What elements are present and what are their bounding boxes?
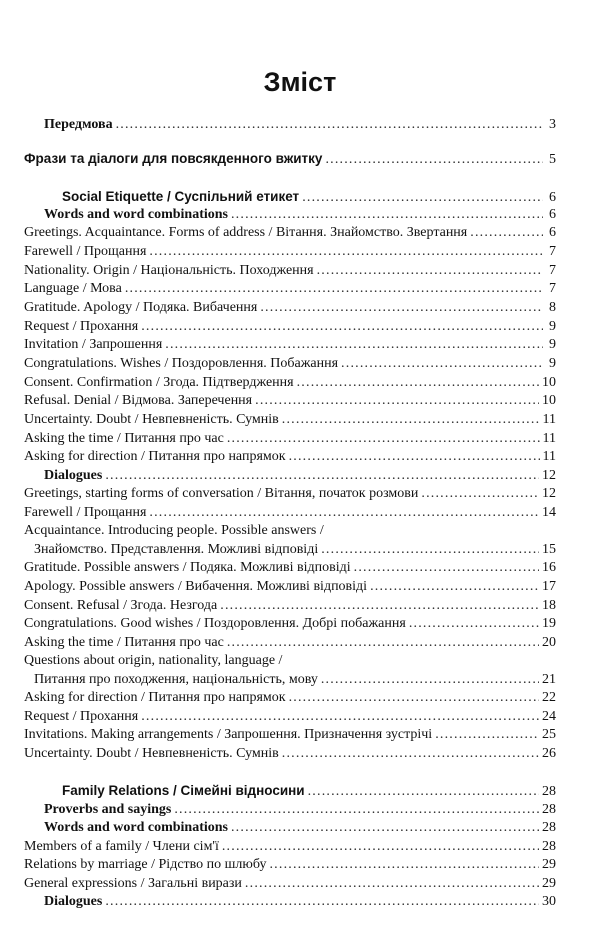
toc-entry-title: Language / Мова [24, 281, 122, 296]
toc-entry-page: 10 [542, 393, 556, 408]
toc-entry[interactable] [24, 224, 556, 241]
toc-entry-title: Передмова [44, 117, 113, 132]
toc-entry-title: Gratitude. Possible answers / Подяка. Можливі відповіді [24, 560, 351, 575]
dot-leader [321, 671, 539, 688]
toc-entry-page: 9 [549, 337, 556, 352]
dot-leader [289, 448, 540, 465]
toc-entry-page: 16 [542, 560, 556, 575]
toc-entry-page: 14 [542, 505, 556, 520]
dot-leader [282, 745, 539, 762]
toc-entry-page: 28 [542, 839, 556, 854]
toc-entry-title: Consent. Confirmation / Згода. Підтвердження [24, 375, 294, 390]
dot-leader [269, 856, 539, 873]
toc-entry[interactable] [24, 726, 556, 743]
toc-entry[interactable] [24, 559, 556, 576]
dot-leader [141, 318, 543, 335]
toc-entry-title: Asking for direction / Питання про напрямок [24, 690, 286, 705]
dot-leader [341, 355, 543, 372]
toc-entry[interactable] [44, 801, 556, 818]
toc-entry-title: Greetings, starting forms of conversation / Вітання, початок розмови [24, 486, 419, 501]
dot-leader [409, 615, 539, 632]
dot-leader [354, 559, 539, 576]
dot-leader [470, 224, 543, 241]
toc-entry-page: 7 [549, 281, 556, 296]
toc-entry[interactable] [24, 708, 556, 725]
toc-entry[interactable] [24, 578, 556, 595]
toc-entry-title: Gratitude. Apology / Подяка. Вибачення [24, 300, 258, 315]
toc-entry[interactable] [24, 448, 556, 465]
toc-entry-page: 12 [542, 486, 556, 501]
toc-entry[interactable] [24, 875, 556, 892]
toc-entry-title: Uncertainty. Doubt / Невпевненість. Сумнів [24, 746, 279, 761]
toc-entry-title: Request / Прохання [24, 709, 139, 724]
toc-entry[interactable] [24, 597, 556, 614]
toc-entry-title: Farewell / Прощання [24, 244, 147, 259]
toc-entry[interactable] [62, 782, 556, 800]
toc-entry-page: 15 [542, 542, 556, 557]
toc-entry-title: Dialogues [44, 468, 103, 483]
page-title: Зміст [263, 67, 337, 97]
toc-entry-title: Nationality. Origin / Національність. Походження [24, 263, 314, 278]
toc-entry-title: Request / Прохання [24, 319, 139, 334]
toc-entry[interactable] [24, 374, 556, 391]
dot-leader [325, 151, 543, 168]
toc-entry[interactable] [24, 150, 556, 168]
dot-leader [370, 578, 539, 595]
dot-leader [125, 280, 543, 297]
toc-entry-title: Family Relations / Сімейні відносини [62, 783, 305, 798]
dot-leader [227, 634, 539, 651]
toc-entry[interactable] [24, 504, 556, 521]
toc-entry-page: 11 [542, 431, 556, 446]
toc-entry[interactable] [24, 243, 556, 260]
toc-entry[interactable] [24, 318, 556, 335]
toc-entry[interactable] [44, 206, 556, 223]
dot-leader [231, 819, 539, 836]
dot-leader [174, 801, 539, 818]
toc-entry-title: Congratulations. Good wishes / Поздоровлення. Добрі побажання [24, 616, 406, 631]
toc-entry-page: 8 [549, 300, 556, 315]
toc-entry-page: 11 [542, 449, 556, 464]
toc-entry-page: 28 [542, 820, 556, 835]
toc-entry-page: 28 [542, 802, 556, 817]
toc-entry-title: Consent. Refusal / Згода. Незгода [24, 598, 218, 613]
toc-entry[interactable] [24, 856, 556, 873]
toc-entry-page: 18 [542, 598, 556, 613]
toc-entry[interactable] [24, 615, 556, 632]
toc-entry-title: Uncertainty. Doubt / Невпевненість. Сумнів [24, 412, 279, 427]
toc-entry[interactable] [44, 467, 556, 484]
toc-entry[interactable] [24, 336, 556, 353]
toc-entry-title: Questions about origin, nationality, language / [24, 653, 283, 668]
dot-leader [105, 467, 539, 484]
toc-entry-title: Greetings. Acquaintance. Forms of address / Вітання. Знайомство. Звертання [24, 225, 468, 240]
toc-entry-page: 22 [542, 690, 556, 705]
toc-entry-title: Invitation / Запрошення [24, 337, 163, 352]
dot-leader [308, 783, 539, 800]
toc-entry[interactable] [44, 893, 556, 910]
dot-leader [231, 206, 543, 223]
toc-entry-page: 7 [549, 263, 556, 278]
toc-entry-title: Congratulations. Wishes / Поздоровлення. Побажання [24, 356, 339, 371]
toc-entry-line[interactable] [24, 652, 556, 669]
toc-entry[interactable] [24, 262, 556, 279]
toc-entry-title: Words and word combinations [44, 820, 228, 835]
toc-entry-title: Words and word combinations [44, 207, 228, 222]
toc-entry[interactable] [24, 634, 556, 651]
toc-entry-page: 6 [549, 225, 556, 240]
dot-leader [116, 116, 543, 133]
toc-entry-page: 5 [549, 152, 556, 167]
toc-entry[interactable] [24, 689, 556, 706]
toc-entry-page: 29 [542, 857, 556, 872]
dot-leader [282, 411, 540, 428]
toc-entry[interactable] [24, 392, 556, 409]
toc-entry[interactable] [44, 116, 556, 133]
toc-entry-title: Фрази та діалоги для повсякденного вжитку [24, 151, 323, 166]
toc-entry-page: 3 [549, 117, 556, 132]
toc-entry-title: Знайомство. Представлення. Можливі відповіді [34, 542, 319, 557]
dot-leader [222, 838, 539, 855]
dot-leader [165, 336, 543, 353]
dot-leader [317, 262, 543, 279]
toc-entry[interactable] [44, 819, 556, 836]
toc-entry-page: 10 [542, 375, 556, 390]
toc-entry-page: 26 [542, 746, 556, 761]
dot-leader [149, 243, 543, 260]
toc-entry-page: 29 [542, 876, 556, 891]
toc-entry[interactable] [24, 355, 556, 372]
toc-entry-title: Relations by marriage / Рідство по шлюбу [24, 857, 267, 872]
toc-entry-page: 9 [549, 319, 556, 334]
dot-leader [302, 189, 543, 206]
toc-entry-title: Social Etiquette / Суспільний етикет [62, 189, 300, 204]
toc-entry-page: 12 [542, 468, 556, 483]
toc-entry-page: 30 [542, 894, 556, 909]
toc-entry-title: Proverbs and sayings [44, 802, 172, 817]
toc-entry-title: Asking for direction / Питання про напрямок [24, 449, 286, 464]
toc-entry-page: 17 [542, 579, 556, 594]
dot-leader [321, 541, 539, 558]
toc-entry[interactable] [62, 188, 556, 206]
toc-entry-line[interactable] [24, 522, 556, 539]
toc-entry-page: 24 [542, 709, 556, 724]
dot-leader [421, 485, 539, 502]
dot-leader [245, 875, 539, 892]
toc-entry-page: 11 [542, 412, 556, 427]
toc-entry[interactable] [24, 430, 556, 447]
dot-leader [255, 392, 539, 409]
toc-entry-title: Apology. Possible answers / Вибачення. Можливі відповіді [24, 579, 368, 594]
toc-entry-page: 6 [549, 190, 556, 205]
toc-entry-title: Farewell / Прощання [24, 505, 147, 520]
toc-entry[interactable] [24, 745, 556, 762]
toc-entry-title: Members of a family / Члени сім'ї [24, 839, 219, 854]
toc-entry-page: 9 [549, 356, 556, 371]
dot-leader [220, 597, 539, 614]
dot-leader [297, 374, 539, 391]
toc-entry[interactable] [24, 838, 556, 855]
toc-entry[interactable] [34, 671, 556, 688]
toc-entry-page: 6 [549, 207, 556, 222]
toc-entry-page: 21 [542, 672, 556, 687]
toc-entry[interactable] [24, 299, 556, 316]
toc-entry[interactable] [24, 485, 556, 502]
dot-leader [227, 430, 540, 447]
toc-entry[interactable] [34, 541, 556, 558]
toc-entry-page: 28 [542, 784, 556, 799]
toc-entry[interactable] [24, 411, 556, 428]
toc-entry-title: Asking the time / Питання про час [24, 635, 224, 650]
dot-leader [105, 893, 539, 910]
dot-leader [141, 708, 539, 725]
toc-entry-page: 7 [549, 244, 556, 259]
toc-entry-title: Питання про походження, національність, мову [34, 672, 318, 687]
toc-entry-title: Refusal. Denial / Відмова. Заперечення [24, 393, 253, 408]
toc-entry-title: Dialogues [44, 894, 103, 909]
dot-leader [260, 299, 543, 316]
toc-entry-title: General expressions / Загальні вирази [24, 876, 242, 891]
toc-entry-page: 20 [542, 635, 556, 650]
dot-leader [435, 726, 539, 743]
dot-leader [289, 689, 539, 706]
toc-entry-title: Acquaintance. Introducing people. Possible answers / [24, 523, 324, 538]
dot-leader [149, 504, 539, 521]
toc-entry[interactable] [24, 280, 556, 297]
toc-entry-page: 25 [542, 727, 556, 742]
toc-entry-title: Asking the time / Питання про час [24, 431, 224, 446]
toc-entry-page: 19 [542, 616, 556, 631]
toc-entry-title: Invitations. Making arrangements / Запрошення. Призначення зустрічі [24, 727, 433, 742]
